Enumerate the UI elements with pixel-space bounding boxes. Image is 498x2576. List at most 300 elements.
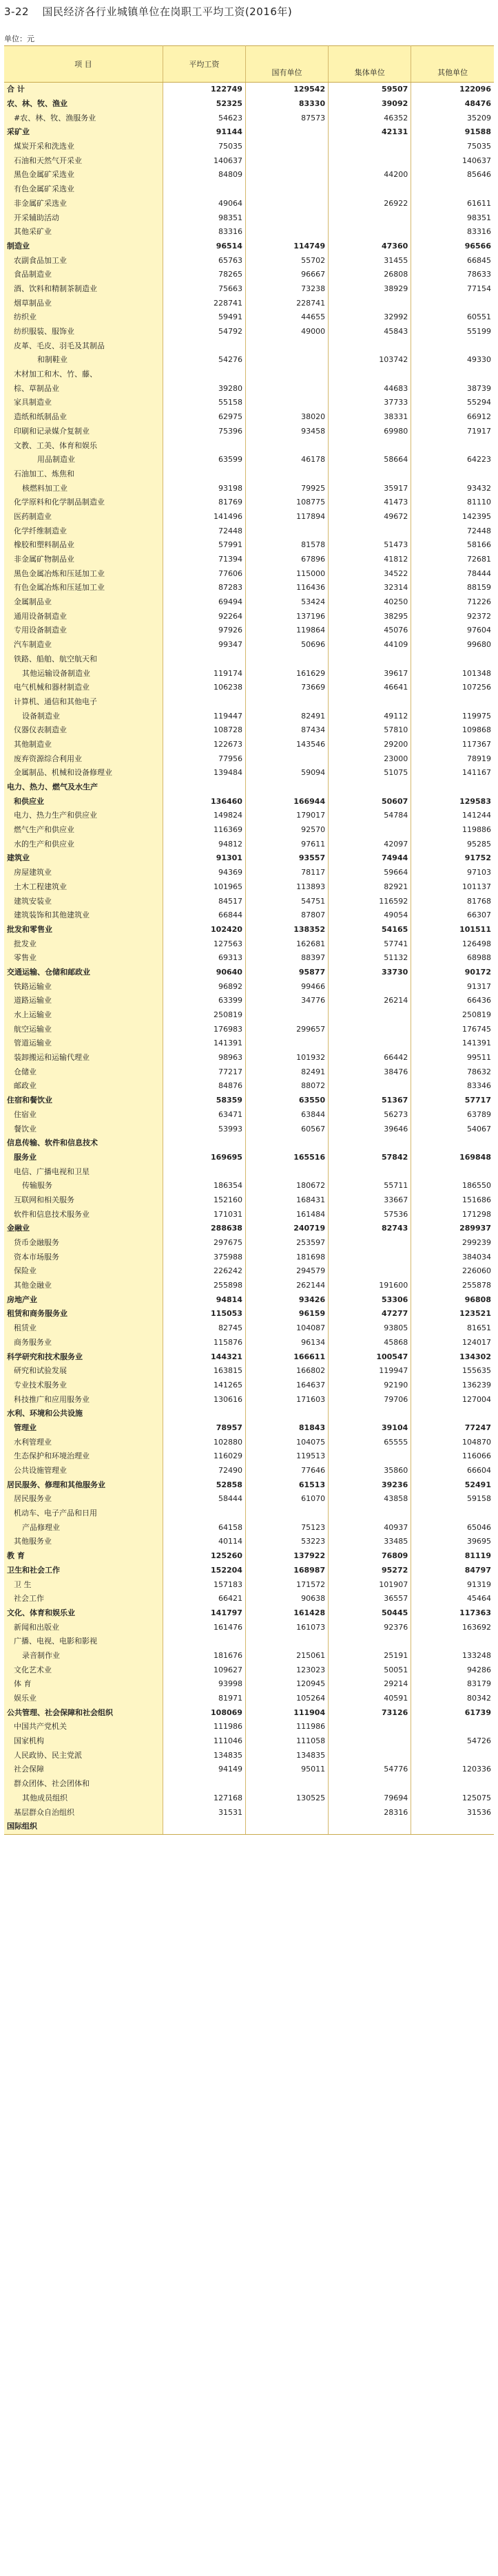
row-label: 卫生和社会工作 <box>4 1564 163 1578</box>
cell-average: 108728 <box>163 723 245 738</box>
unit-label: 单位：元 <box>4 34 34 43</box>
row-label: 化学纤维制造业 <box>4 524 163 538</box>
row-label: 其他制造业 <box>4 738 163 752</box>
cell-collective: 35917 <box>329 481 411 496</box>
cell-average: 77956 <box>163 752 245 766</box>
row-label: 广播、电视、电影和影视 <box>4 1635 163 1649</box>
cell-collective: 40250 <box>329 595 411 610</box>
cell-other: 122096 <box>411 83 494 97</box>
cell-collective <box>329 1734 411 1749</box>
row-label: 水利、环境和公共设施 <box>4 1407 163 1421</box>
cell-other: 96808 <box>411 1292 494 1307</box>
cell-state-owned: 116436 <box>245 581 328 595</box>
cell-collective: 50445 <box>329 1606 411 1621</box>
cell-other: 101511 <box>411 923 494 937</box>
cell-collective: 51367 <box>329 1094 411 1108</box>
cell-other: 119886 <box>411 823 494 838</box>
cell-average: 69313 <box>163 951 245 966</box>
cell-state-owned <box>245 1820 328 1834</box>
table-row <box>4 1734 494 1749</box>
table-row <box>4 1464 494 1478</box>
cell-average: 109627 <box>163 1663 245 1677</box>
cell-average: 171031 <box>163 1207 245 1222</box>
cell-state-owned: 81843 <box>245 1421 328 1436</box>
cell-collective: 103742 <box>329 353 411 368</box>
cell-average: 157183 <box>163 1577 245 1592</box>
cell-state-owned: 180672 <box>245 1179 328 1193</box>
row-label: 合 计 <box>4 83 163 97</box>
row-label: 非金属矿物制品业 <box>4 553 163 567</box>
cell-state-owned: 73238 <box>245 282 328 297</box>
cell-state-owned <box>245 197 328 211</box>
row-label: 通用设备制造业 <box>4 609 163 624</box>
cell-collective <box>329 368 411 382</box>
table-row <box>4 1449 494 1464</box>
row-label: 生态保护和环境治理业 <box>4 1449 163 1464</box>
cell-state-owned: 166944 <box>245 794 328 809</box>
row-label: 科学研究和技术服务业 <box>4 1350 163 1364</box>
cell-other: 226060 <box>411 1264 494 1279</box>
row-label: 住宿和餐饮业 <box>4 1094 163 1108</box>
cell-other <box>411 1164 494 1179</box>
table-row <box>4 1421 494 1436</box>
row-label: 专业技术服务业 <box>4 1379 163 1393</box>
cell-state-owned: 137196 <box>245 609 328 624</box>
cell-collective: 49672 <box>329 510 411 524</box>
page-title <box>4 4 292 19</box>
cell-state-owned: 114749 <box>245 239 328 254</box>
cell-average <box>163 695 245 710</box>
cell-average: 57991 <box>163 538 245 553</box>
cell-average: 83316 <box>163 225 245 239</box>
cell-other: 75035 <box>411 140 494 154</box>
cell-average <box>163 1507 245 1521</box>
cell-collective <box>329 1264 411 1279</box>
cell-average: 141496 <box>163 510 245 524</box>
cell-collective: 73126 <box>329 1705 411 1720</box>
cell-average: 98963 <box>163 1051 245 1065</box>
cell-collective: 46641 <box>329 681 411 695</box>
cell-state-owned <box>245 467 328 482</box>
cell-other: 85646 <box>411 168 494 182</box>
cell-average: 149824 <box>163 809 245 823</box>
cell-average: 94369 <box>163 866 245 880</box>
cell-other: 81768 <box>411 894 494 908</box>
row-label: 有色金属矿采选业 <box>4 182 163 197</box>
cell-collective <box>329 1022 411 1036</box>
row-label: 用品制造业 <box>4 453 163 467</box>
cell-other: 92372 <box>411 609 494 624</box>
cell-average: 75035 <box>163 140 245 154</box>
cell-state-owned: 111058 <box>245 1734 328 1749</box>
cell-average <box>163 1635 245 1649</box>
row-label: 零售业 <box>4 951 163 966</box>
cell-state-owned: 97611 <box>245 837 328 851</box>
cell-other: 129583 <box>411 794 494 809</box>
cell-collective: 29214 <box>329 1677 411 1692</box>
table-row <box>4 1008 494 1023</box>
cell-average: 52858 <box>163 1478 245 1492</box>
table-row <box>4 268 494 282</box>
table-row <box>4 1122 494 1136</box>
cell-other: 93432 <box>411 481 494 496</box>
cell-state-owned: 171603 <box>245 1392 328 1407</box>
cell-average: 163815 <box>163 1364 245 1379</box>
row-label: 群众团体、社会团体和 <box>4 1777 163 1791</box>
cell-average <box>163 368 245 382</box>
cell-average: 140637 <box>163 153 245 168</box>
cell-other: 55199 <box>411 325 494 339</box>
cell-average: 92264 <box>163 609 245 624</box>
table-row <box>4 1108 494 1122</box>
cell-collective: 54784 <box>329 809 411 823</box>
cell-collective <box>329 182 411 197</box>
cell-other: 81110 <box>411 496 494 510</box>
table-row <box>4 794 494 809</box>
row-label: 废弃资源综合利用业 <box>4 752 163 766</box>
cell-state-owned: 130525 <box>245 1791 328 1806</box>
cell-collective: 57810 <box>329 723 411 738</box>
row-label: 国际组织 <box>4 1820 163 1834</box>
table-row <box>4 581 494 595</box>
cell-state-owned <box>245 1036 328 1051</box>
cell-average: 102880 <box>163 1435 245 1449</box>
cell-collective: 46352 <box>329 111 411 125</box>
table-row <box>4 1193 494 1208</box>
table-row <box>4 809 494 823</box>
row-label: 互联网和相关服务 <box>4 1193 163 1208</box>
cell-collective: 191600 <box>329 1279 411 1293</box>
table-row <box>4 381 494 396</box>
cell-collective: 35860 <box>329 1464 411 1478</box>
cell-collective: 116592 <box>329 894 411 908</box>
cell-other <box>411 438 494 453</box>
cell-other: 66912 <box>411 410 494 425</box>
cell-other: 95285 <box>411 837 494 851</box>
cell-other: 163692 <box>411 1620 494 1635</box>
cell-state-owned <box>245 524 328 538</box>
cell-collective: 47277 <box>329 1307 411 1321</box>
cell-average: 52325 <box>163 97 245 111</box>
cell-state-owned: 55702 <box>245 253 328 268</box>
cell-average: 72448 <box>163 524 245 538</box>
cell-other: 72448 <box>411 524 494 538</box>
cell-other: 66845 <box>411 253 494 268</box>
cell-average <box>163 1820 245 1834</box>
table-header-row <box>4 46 494 83</box>
row-label: 水利管理业 <box>4 1435 163 1449</box>
cell-state-owned: 46178 <box>245 453 328 467</box>
cell-average: 111046 <box>163 1734 245 1749</box>
cell-other <box>411 1777 494 1791</box>
table-row <box>4 239 494 254</box>
cell-state-owned <box>245 125 328 140</box>
cell-other: 384034 <box>411 1250 494 1264</box>
row-label: 商务服务业 <box>4 1336 163 1350</box>
cell-other: 117367 <box>411 738 494 752</box>
cell-collective <box>329 1635 411 1649</box>
table-row <box>4 1592 494 1606</box>
row-label: 燃气生产和供应业 <box>4 823 163 838</box>
cell-state-owned <box>245 652 328 667</box>
cell-collective: 49054 <box>329 908 411 923</box>
cell-state-owned <box>245 381 328 396</box>
cell-average: 119174 <box>163 666 245 681</box>
cell-state-owned <box>245 1164 328 1179</box>
cell-average: 255898 <box>163 1279 245 1293</box>
cell-average: 75663 <box>163 282 245 297</box>
cell-average: 78265 <box>163 268 245 282</box>
cell-other <box>411 1635 494 1649</box>
row-label: 专用设备制造业 <box>4 624 163 638</box>
cell-state-owned: 171572 <box>245 1577 328 1592</box>
cell-collective: 76809 <box>329 1549 411 1564</box>
row-label: 基层群众自治组织 <box>4 1805 163 1820</box>
row-label: 水的生产和供应业 <box>4 837 163 851</box>
cell-state-owned: 166611 <box>245 1350 328 1364</box>
cell-state-owned: 75123 <box>245 1520 328 1535</box>
cell-collective: 47360 <box>329 239 411 254</box>
row-label: 国家机构 <box>4 1734 163 1749</box>
cell-collective: 54776 <box>329 1763 411 1777</box>
cell-average: 77606 <box>163 566 245 581</box>
cell-collective <box>329 979 411 994</box>
table-row <box>4 1620 494 1635</box>
cell-state-owned: 161629 <box>245 666 328 681</box>
cell-other: 81651 <box>411 1321 494 1336</box>
table-row <box>4 866 494 880</box>
table-row <box>4 1207 494 1222</box>
table-row <box>4 966 494 980</box>
cell-other: 142395 <box>411 510 494 524</box>
cell-other <box>411 368 494 382</box>
row-label: 录音制作业 <box>4 1649 163 1663</box>
table-row <box>4 368 494 382</box>
row-label: 服务业 <box>4 1151 163 1165</box>
cell-collective <box>329 1820 411 1834</box>
row-label: 房地产业 <box>4 1292 163 1307</box>
table-row <box>4 1748 494 1763</box>
cell-collective: 33485 <box>329 1535 411 1549</box>
row-label: 皮革、毛皮、羽毛及其制品 <box>4 339 163 353</box>
cell-state-owned: 59094 <box>245 766 328 780</box>
cell-collective: 95272 <box>329 1564 411 1578</box>
table-row <box>4 524 494 538</box>
cell-other <box>411 1507 494 1521</box>
cell-other <box>411 467 494 482</box>
cell-collective <box>329 467 411 482</box>
row-label: 纺织业 <box>4 310 163 325</box>
cell-collective: 58664 <box>329 453 411 467</box>
table-row <box>4 510 494 524</box>
cell-collective <box>329 140 411 154</box>
cell-state-owned: 123023 <box>245 1663 328 1677</box>
row-label: 纺织服装、服饰业 <box>4 325 163 339</box>
table-row <box>4 111 494 125</box>
cell-other: 134302 <box>411 1350 494 1364</box>
cell-other <box>411 652 494 667</box>
cell-collective: 39092 <box>329 97 411 111</box>
cell-other: 90172 <box>411 966 494 980</box>
cell-other: 123521 <box>411 1307 494 1321</box>
cell-average: 115053 <box>163 1307 245 1321</box>
cell-average: 228741 <box>163 296 245 310</box>
table-row <box>4 752 494 766</box>
cell-average: 77217 <box>163 1065 245 1079</box>
table-row <box>4 197 494 211</box>
row-label: 卫 生 <box>4 1577 163 1592</box>
cell-state-owned <box>245 153 328 168</box>
cell-state-owned: 78117 <box>245 866 328 880</box>
cell-state-owned: 164637 <box>245 1379 328 1393</box>
cell-average: 186354 <box>163 1179 245 1193</box>
cell-collective: 39236 <box>329 1478 411 1492</box>
cell-other: 155635 <box>411 1364 494 1379</box>
table-row <box>4 1164 494 1179</box>
row-label: 管道运输业 <box>4 1036 163 1051</box>
cell-state-owned: 162681 <box>245 937 328 951</box>
table-row <box>4 766 494 780</box>
row-label: 建筑装饰和其他建筑业 <box>4 908 163 923</box>
table-row <box>4 1535 494 1549</box>
table-row <box>4 1250 494 1264</box>
table-row <box>4 1777 494 1791</box>
row-label: 电气机械和器材制造业 <box>4 681 163 695</box>
cell-state-owned: 60567 <box>245 1122 328 1136</box>
cell-other <box>411 296 494 310</box>
cell-collective: 45868 <box>329 1336 411 1350</box>
cell-state-owned: 113893 <box>245 880 328 895</box>
cell-average <box>163 438 245 453</box>
cell-state-owned: 93557 <box>245 851 328 866</box>
cell-collective: 38476 <box>329 1065 411 1079</box>
cell-collective: 44200 <box>329 168 411 182</box>
cell-collective: 29200 <box>329 738 411 752</box>
cell-other: 88159 <box>411 581 494 595</box>
cell-other: 120336 <box>411 1763 494 1777</box>
cell-collective <box>329 1407 411 1421</box>
cell-collective: 31455 <box>329 253 411 268</box>
cell-other: 99511 <box>411 1051 494 1065</box>
cell-state-owned: 54751 <box>245 894 328 908</box>
row-label: 黑色金属矿采选业 <box>4 168 163 182</box>
cell-state-owned <box>245 353 328 368</box>
cell-other: 119975 <box>411 709 494 723</box>
row-label: 住宿业 <box>4 1108 163 1122</box>
cell-state-owned: 120945 <box>245 1677 328 1692</box>
cell-state-owned: 105264 <box>245 1692 328 1706</box>
table-title: 国民经济各行业城镇单位在岗职工平均工资(2016年) <box>42 6 293 18</box>
cell-other: 94286 <box>411 1663 494 1677</box>
cell-state-owned: 166802 <box>245 1364 328 1379</box>
cell-collective <box>329 1449 411 1464</box>
cell-other <box>411 1407 494 1421</box>
table-row <box>4 1079 494 1094</box>
cell-collective: 42131 <box>329 125 411 140</box>
row-label: 电力、热力生产和供应业 <box>4 809 163 823</box>
cell-state-owned: 168431 <box>245 1193 328 1208</box>
cell-state-owned: 95877 <box>245 966 328 980</box>
row-label: 铁路运输业 <box>4 979 163 994</box>
table-row <box>4 1705 494 1720</box>
cell-collective <box>329 1079 411 1094</box>
cell-collective <box>329 1036 411 1051</box>
cell-state-owned: 53424 <box>245 595 328 610</box>
table-row <box>4 681 494 695</box>
cell-average: 152160 <box>163 1193 245 1208</box>
cell-state-owned <box>245 1136 328 1151</box>
table-row <box>4 851 494 866</box>
table-row <box>4 310 494 325</box>
cell-average: 78957 <box>163 1421 245 1436</box>
row-label: 航空运输业 <box>4 1022 163 1036</box>
cell-average: 65763 <box>163 253 245 268</box>
row-label: 采矿业 <box>4 125 163 140</box>
table-row <box>4 553 494 567</box>
table-row <box>4 1279 494 1293</box>
table-row <box>4 1492 494 1507</box>
table-row <box>4 396 494 410</box>
cell-state-owned: 77646 <box>245 1464 328 1478</box>
table-row <box>4 1692 494 1706</box>
cell-collective: 26214 <box>329 994 411 1008</box>
row-label: 和供应业 <box>4 794 163 809</box>
cell-other: 48476 <box>411 97 494 111</box>
row-label: 化学原料和化学制品制造业 <box>4 496 163 510</box>
cell-average: 87283 <box>163 581 245 595</box>
cell-collective <box>329 524 411 538</box>
cell-other <box>411 1748 494 1763</box>
cell-state-owned: 44655 <box>245 310 328 325</box>
cell-average: 49064 <box>163 197 245 211</box>
cell-other: 38739 <box>411 381 494 396</box>
cell-other: 136239 <box>411 1379 494 1393</box>
row-label: 计算机、通信和其他电子 <box>4 695 163 710</box>
table-row <box>4 1392 494 1407</box>
cell-average: 91144 <box>163 125 245 140</box>
cell-collective: 38929 <box>329 282 411 297</box>
table-row <box>4 282 494 297</box>
cell-state-owned <box>245 182 328 197</box>
cell-state-owned: 138352 <box>245 923 328 937</box>
table-row <box>4 140 494 154</box>
cell-average: 297675 <box>163 1236 245 1250</box>
cell-average: 99347 <box>163 638 245 652</box>
cell-average <box>163 652 245 667</box>
cell-collective: 39646 <box>329 1122 411 1136</box>
table-row <box>4 666 494 681</box>
cell-other: 169848 <box>411 1151 494 1165</box>
cell-collective: 79706 <box>329 1392 411 1407</box>
table-row <box>4 182 494 197</box>
table-row <box>4 1321 494 1336</box>
cell-collective: 54165 <box>329 923 411 937</box>
cell-average: 161476 <box>163 1620 245 1635</box>
cell-other: 57717 <box>411 1094 494 1108</box>
cell-other: 176745 <box>411 1022 494 1036</box>
cell-other: 60551 <box>411 310 494 325</box>
cell-other: 255878 <box>411 1279 494 1293</box>
row-label: 其他金融业 <box>4 1279 163 1293</box>
cell-state-owned <box>245 168 328 182</box>
row-label: 研究和试验发展 <box>4 1364 163 1379</box>
cell-collective: 33667 <box>329 1193 411 1208</box>
row-label: 管理业 <box>4 1421 163 1436</box>
cell-average: 94814 <box>163 1292 245 1307</box>
cell-other: 78919 <box>411 752 494 766</box>
table-row <box>4 1379 494 1393</box>
cell-collective: 39617 <box>329 666 411 681</box>
